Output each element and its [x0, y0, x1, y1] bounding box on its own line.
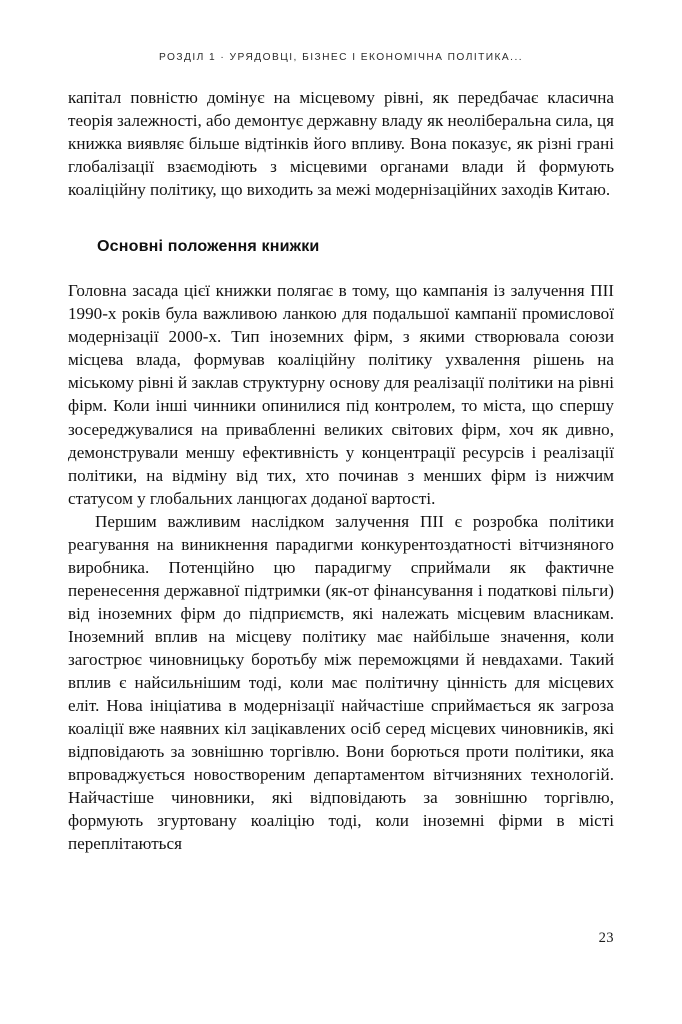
section-heading: Основні положення книжки: [97, 237, 320, 256]
page-number: [68, 930, 614, 947]
paragraph-continued: капітал повністю домінує на місцевому рівні, як передбачає класична теорія залежності, або демонтує державну владу як неоліберальна сила, ця книжка виявляє більше відтінків його впливу. Вона показує, як різні грані глобалізації взаємодіють з місцевими органами влади й формують коаліційну політику, що виходить за межі модернізаційних заходів Китаю.: [68, 88, 614, 200]
running-header: [0, 52, 682, 63]
page-text-block: [68, 86, 614, 855]
running-header-text: РОЗДІЛ 1 · УРЯДОВЦІ, БІЗНЕС І ЕКОНОМІЧНА ПОЛІТИКА...: [158, 52, 524, 63]
spacer-after-heading: [68, 257, 614, 279]
page-number-value: 23: [598, 930, 614, 946]
paragraph-first-consequence: Першим важливим наслідком залучення ПІІ є розробка політики реагування на виникнення парадигми конкурентоздатності вітчизняного виробника. Потенційно цю парадигму сприймали як фактичне перенесення державної підтримки (як-от фінансування і податкові пільги) від іноземних фірм до підприємств, які належать місцевим власникам. Іноземний вплив на місцеву політику має найбільше значення, коли загострює чиновницьку боротьбу між переможцями й невдахами. Такий вплив є найсильнішим тоді, коли має політичну цінність для місцевих еліт. Нова ініціатива в модернізації найчастіше сприймається як загроза коаліції вже наявних кіл зацікавлених осіб серед місцевих чиновників, які відповідають за зовнішню торгівлю. Вони борються проти політики, яка впроваджується новоствореним департаментом вітчизняних технологій. Найчастіше чиновники, які відповідають за зовнішню торгівлю, формують згуртовану коаліцію тоді, коли іноземні фірми в місті переплітаються: [68, 511, 614, 854]
spacer-before-heading: [68, 201, 614, 235]
paragraph-main-thesis: Головна засада цієї книжки полягає в тому, що кампанія із залучення ПІІ 1990-х років була важливою ланкою для подальшої кампанії промислової модернізації 2000-х. Тип іноземних фірм, з якими створювала союзи місцева влада, формував коаліційну політику ухвалення рішень на міському рівні й заклав структурну основу для реалізації політики на рівні фірм. Коли інші чинники опинилися під контролем, то міста, що спершу зосереджувалися на привабленні великих світових фірм, хоч як дивно, демонстрували меншу ефективність у концентрації ресурсів і реалізації політики, на відміну від тих, хто починав з менших фірм із нижчим статусом у глобальних ланцюгах доданої вартості.: [68, 281, 614, 508]
